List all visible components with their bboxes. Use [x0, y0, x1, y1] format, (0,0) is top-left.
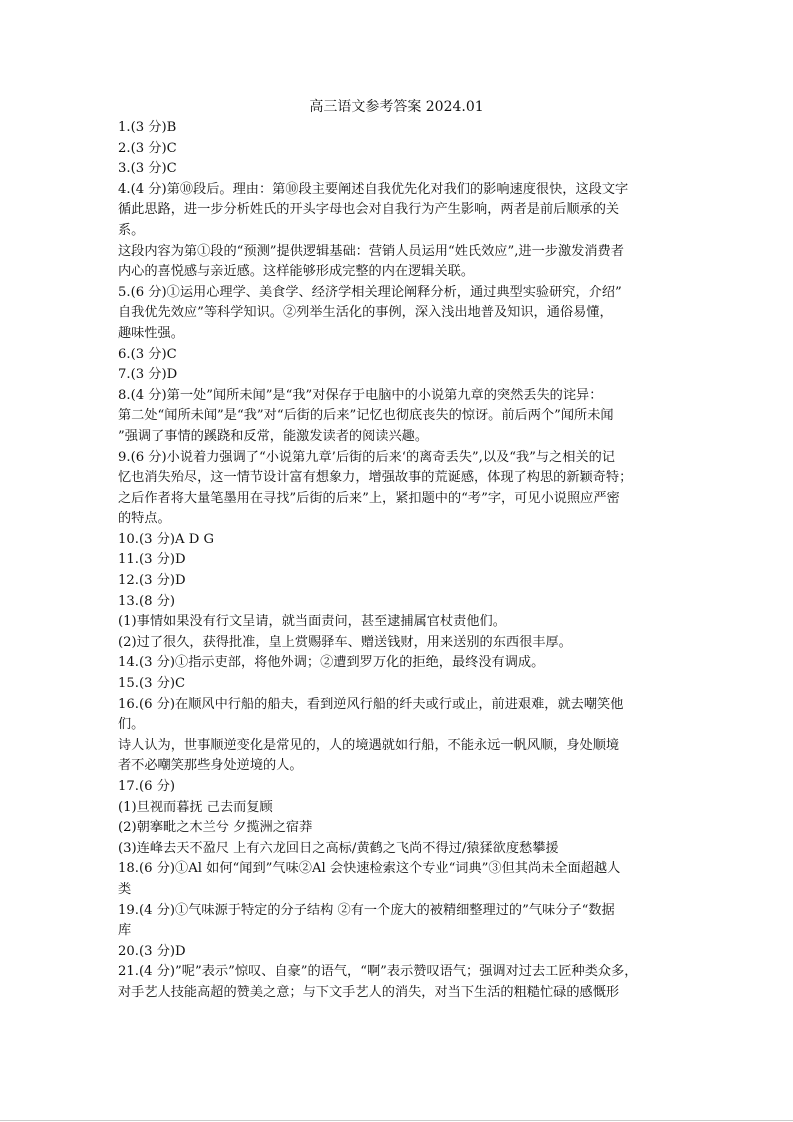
answer-line: 系。 — [118, 222, 145, 238]
answer-line: 10.(3 分)A D G — [118, 531, 215, 547]
answer-line: 6.(3 分)C — [118, 346, 177, 362]
answer-line: 12.(3 分)D — [118, 573, 186, 589]
answer-line: 诗人认为，世事顺逆变化是常见的，人的境遇就如行船，不能永远一帆风顺，身处顺境 — [118, 737, 620, 753]
answer-line: 19.(4 分)①气味源于特定的分子结构 ②有一个庞大的被精细整理过的”气味分子“数据 — [118, 902, 615, 918]
answer-line: 13.(8 分) — [118, 593, 176, 609]
answer-line: 这段内容为第①段的“预测”提供逻辑基础：营销人员运用“姓氏效应”,进一步激发消费者 — [118, 243, 624, 259]
page-title: 高三语文参考答案 2024.01 — [309, 99, 484, 115]
answer-line: 4.(4 分)第⑩段后。理由：第⑩段主要阐述自我优先化对我们的影响速度很快，这段文字 — [118, 181, 629, 197]
answer-line: 3.(3 分)C — [118, 161, 177, 177]
answer-line: 对手艺人技能高超的赞美之意；与下文手艺人的消失，对当下生活的粗糙忙碌的感慨形 — [118, 984, 620, 1000]
answer-line: 循此思路，进一步分析姓氏的开头字母也会对自我行为产生影响，两者是前后顺承的关 — [118, 202, 620, 218]
answer-line: ”强调了事情的蹊跷和反常，能激发读者的阅读兴趣。 — [118, 428, 429, 444]
answer-line: 18.(6 分)①Al 如何“闻到”气味②Al 会快速检索这个专业“词典”③但其尚未全面超越人 — [118, 861, 621, 877]
answer-line: 8.(4 分)第一处”闻所未闻”是“我”对保存于电脑中的小说第九章的突然丢失的诧异： — [118, 387, 603, 403]
answer-line: 5.(6 分)①运用心理学、美食学、经济学相关理论阐释分析，通过典型实验研究，介绍” — [118, 284, 622, 300]
answer-line: 之后作者将大量笔墨用在寻找”后街的后来”上，紧扣题中的“考”字，可见小说照应严密 — [118, 490, 620, 506]
answer-line: 15.(3 分)C — [118, 676, 186, 692]
answer-line: (1)旦视而暮抚 己去而复顾 — [118, 799, 273, 815]
answer-line: 自我优先效应”等科学知识。②列举生活化的事例，深入浅出地普及知识，通俗易懂， — [118, 305, 613, 321]
answer-line: 14.(3 分)①指示吏部，将他外调；②遭到罗万化的拒绝，最终没有调成。 — [118, 655, 545, 671]
answer-line: 20.(3 分)D — [118, 943, 186, 959]
answer-line: 11.(3 分)D — [118, 552, 186, 568]
answer-line: 21.(4 分)”呢”表示”惊叹、自豪”的语气，“啊”表示赞叹语气；强调对过去工匠种类众多， — [118, 964, 638, 980]
answer-line: 们。 — [118, 717, 145, 733]
answer-line: 者不必嘲笑那些身处逆境的人。 — [118, 758, 303, 774]
answer-list — [118, 118, 684, 1004]
answer-line: 第二处“闻所未闻”是“我”对“后街的后来”记忆也彻底丧失的惊讶。前后两个”闻所未闻 — [118, 408, 614, 424]
answer-line: 忆也消失殆尽，这一情节设计富有想象力，增强故事的荒诞感，体现了构思的新颖奇特； — [118, 470, 633, 486]
answer-line: 9.(6 分)小说着力强调了“小说第九章’后街的后来‘的离奇丢失”,以及“我”与之相关的记 — [118, 449, 615, 465]
answer-line: 16.(6 分)在顺风中行船的船夫，看到逆风行船的纤夫或行或止，前进艰难，就去嘲笑他 — [118, 696, 624, 712]
answer-line: (3)连峰去天不盈尺 上有六龙回日之高标/黄鹤之飞尚不得过/猿猱欲度愁攀援 — [118, 840, 559, 856]
answer-line: 7.(3 分)D — [118, 367, 178, 383]
answer-line: 趣味性强。 — [118, 325, 184, 341]
answer-line: 17.(6 分) — [118, 779, 176, 794]
answer-line: 的特点。 — [118, 511, 171, 527]
answer-line: 库 — [118, 923, 132, 939]
answer-line: 2.(3 分)C — [118, 140, 177, 156]
page-bottom-rule — [0, 1120, 793, 1121]
answer-line: 1.(3 分)B — [118, 120, 177, 135]
answer-line: (1)事情如果没有行文呈请，就当面责问，甚至逮捕属官杖责他们。 — [118, 614, 506, 630]
answer-line: 内心的喜悦感与亲近感。这样能够形成完整的内在逻辑关联。 — [118, 264, 475, 280]
answer-line: (2)朝搴毗之木兰兮 夕揽洲之宿莽 — [118, 820, 313, 836]
answer-line: (2)过了很久，获得批准，皇上赏赐驿车、赠送钱财，用来送别的东西很丰厚。 — [118, 634, 572, 650]
answer-line: 类 — [118, 881, 132, 897]
